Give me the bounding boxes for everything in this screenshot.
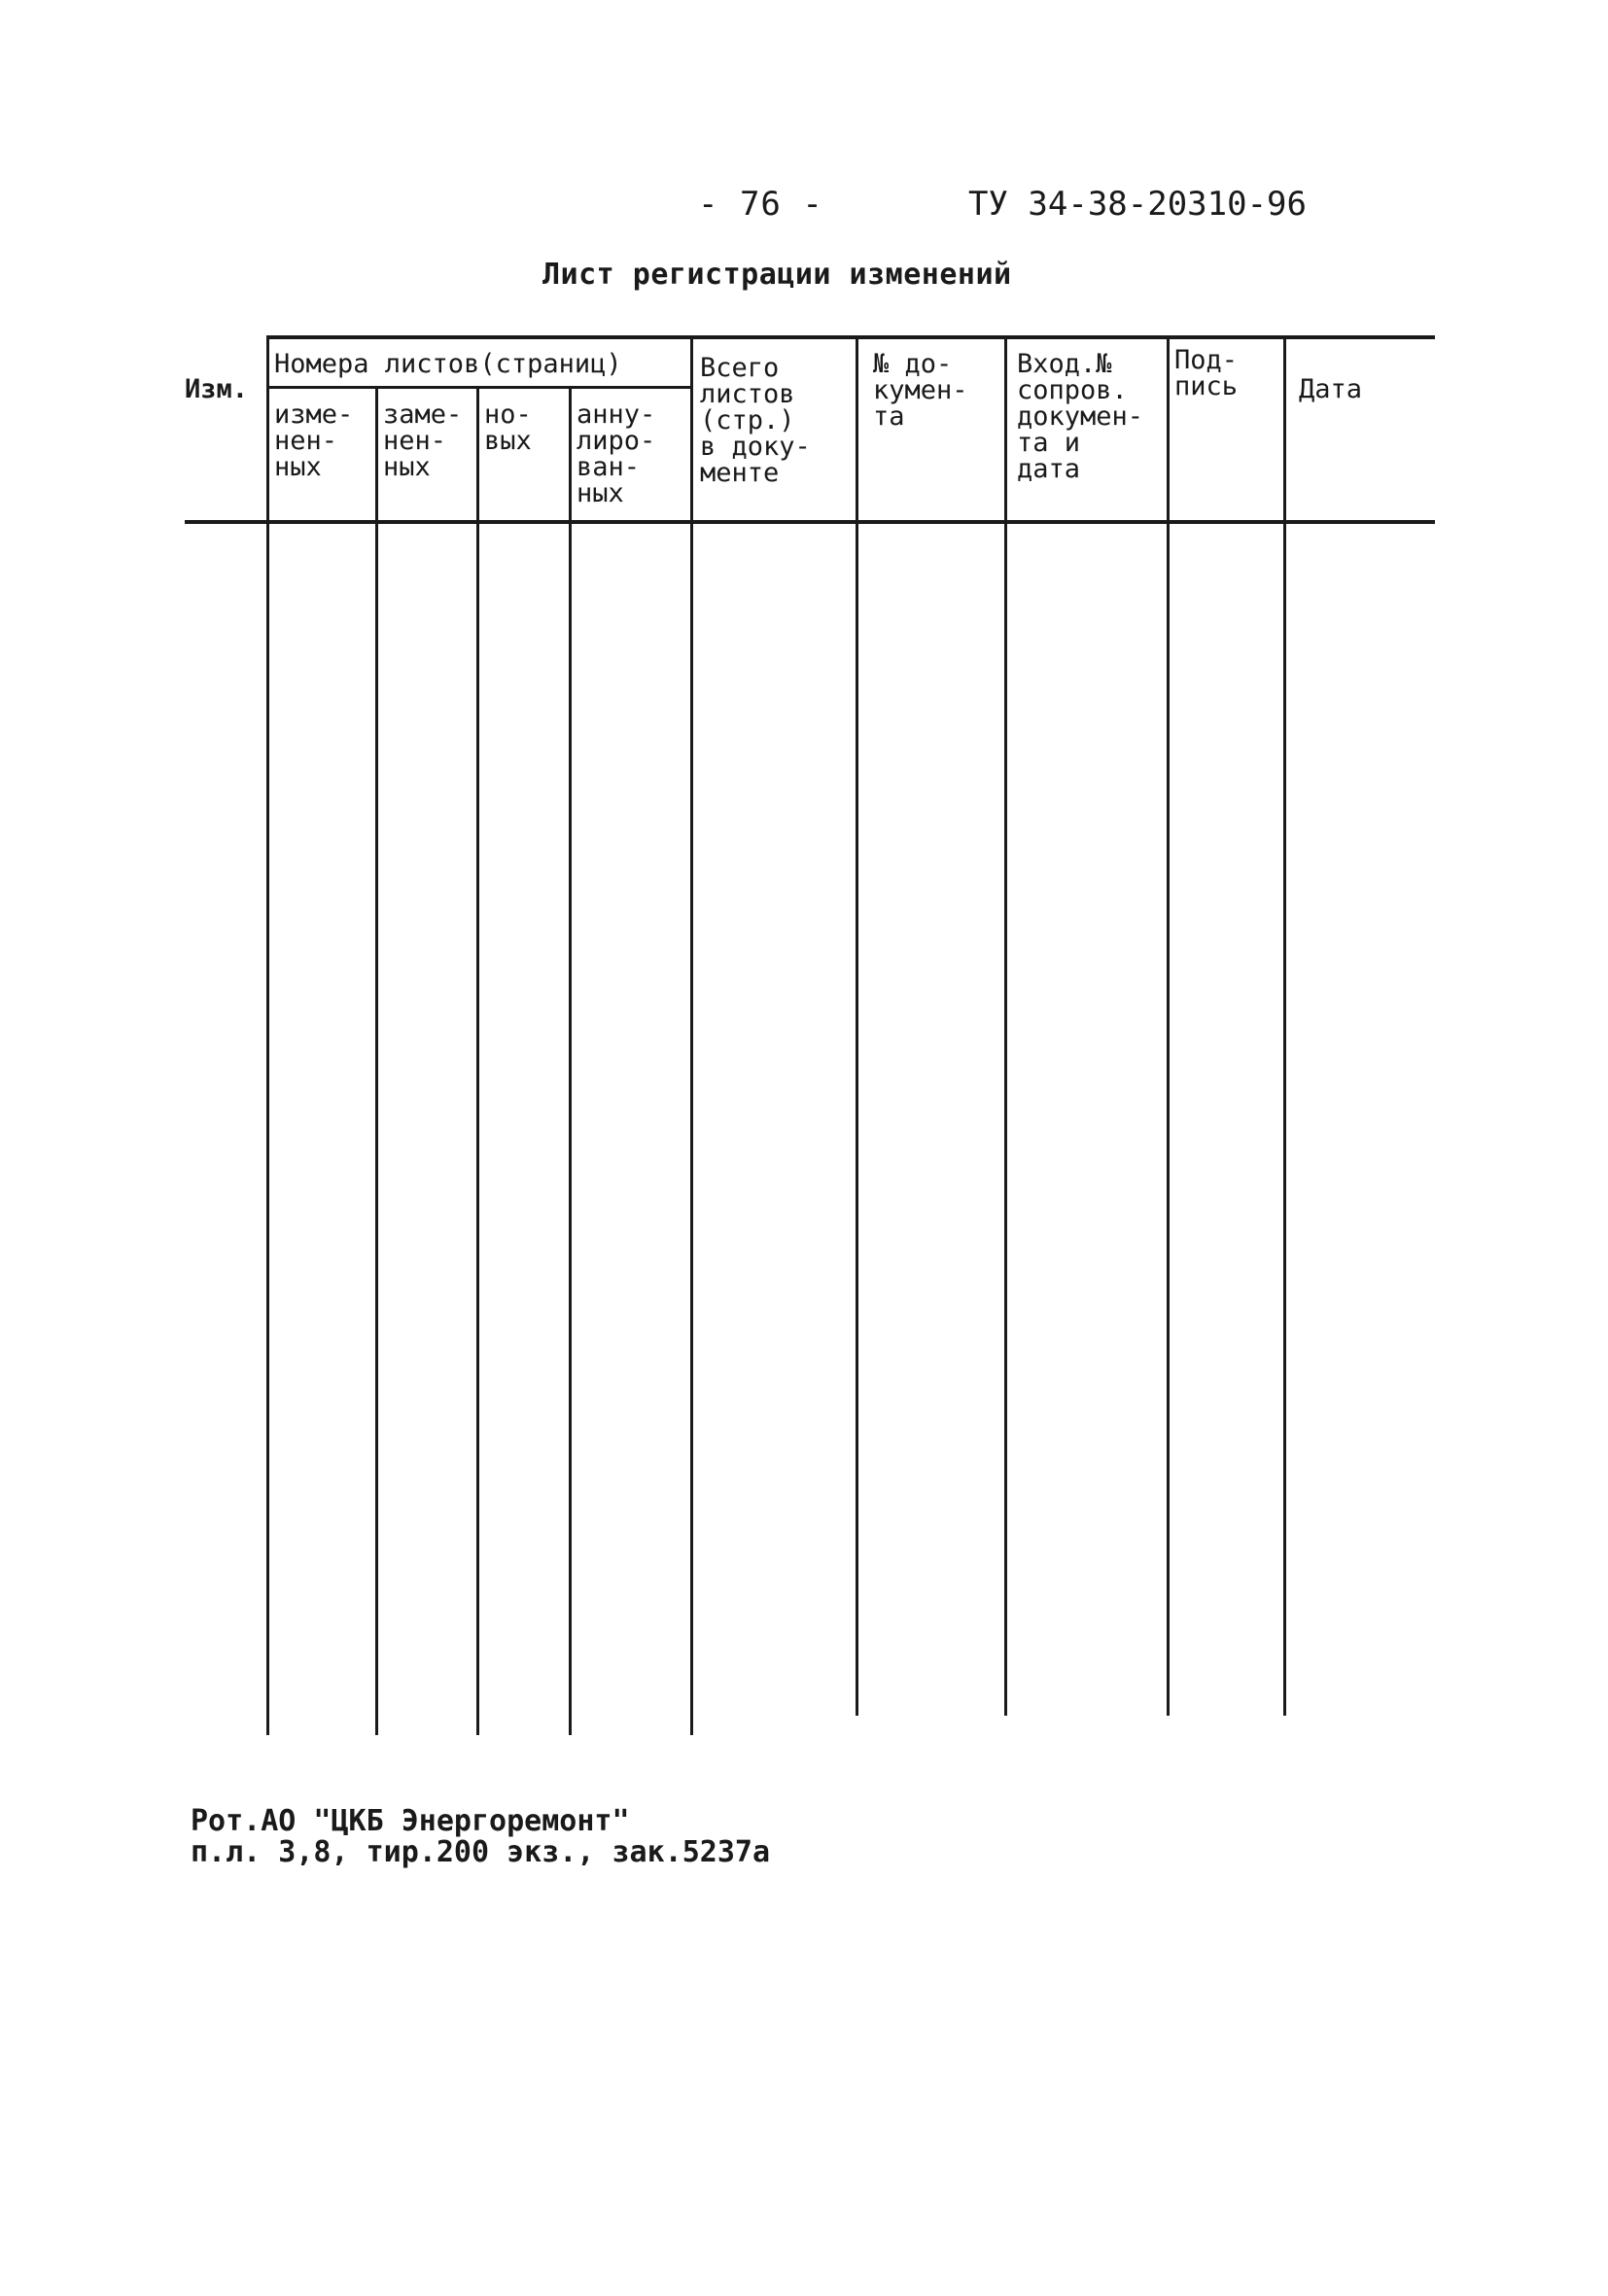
header-total-sheets: Всего листов (стр.) в доку- менте [700,353,811,488]
col-divider-5 [690,335,693,1735]
col-divider-3 [476,386,479,1735]
imprint-footer [191,1806,770,1868]
header-incoming-doc: Вход.№ сопров. докумен- та и дата [1017,349,1144,484]
header-bottom-rule [185,520,1435,524]
col-divider-8 [1167,335,1170,1716]
col-divider-6 [856,335,858,1716]
change-registration-table [185,335,1435,1735]
col-divider-9 [1283,335,1286,1716]
header-izm: Изм. [185,374,249,404]
header-sheet-numbers: Номера листов(страниц) [274,349,622,379]
col-divider-2 [375,386,378,1735]
col-divider-7 [1004,335,1007,1716]
header-new: но- вых [484,400,532,456]
header-signature: Под- пись [1174,345,1239,401]
col-divider-1 [266,335,269,1735]
header-replaced: заме- нен- ных [383,400,463,482]
table-top-rule [266,335,1435,339]
header-annulled: анну- лиро- ван- ных [577,400,656,508]
header-date: Дата [1299,374,1363,404]
page-title: Лист регистрации изменений [542,258,1012,292]
group-header-underline [266,386,692,389]
imprint-line-2: п.л. 3,8, тир.200 экз., зак.5237а [191,1835,771,1869]
document-code: ТУ 34-38-20310-96 [968,185,1307,224]
page-number: - 76 - [698,185,823,224]
header-doc-number: № до- кумен- та [873,349,968,432]
header-changed: изме- нен- ных [274,400,354,482]
imprint-line-1: Рот.АО "ЦКБ Энергоремонт" [191,1804,630,1838]
col-divider-4 [569,386,572,1735]
